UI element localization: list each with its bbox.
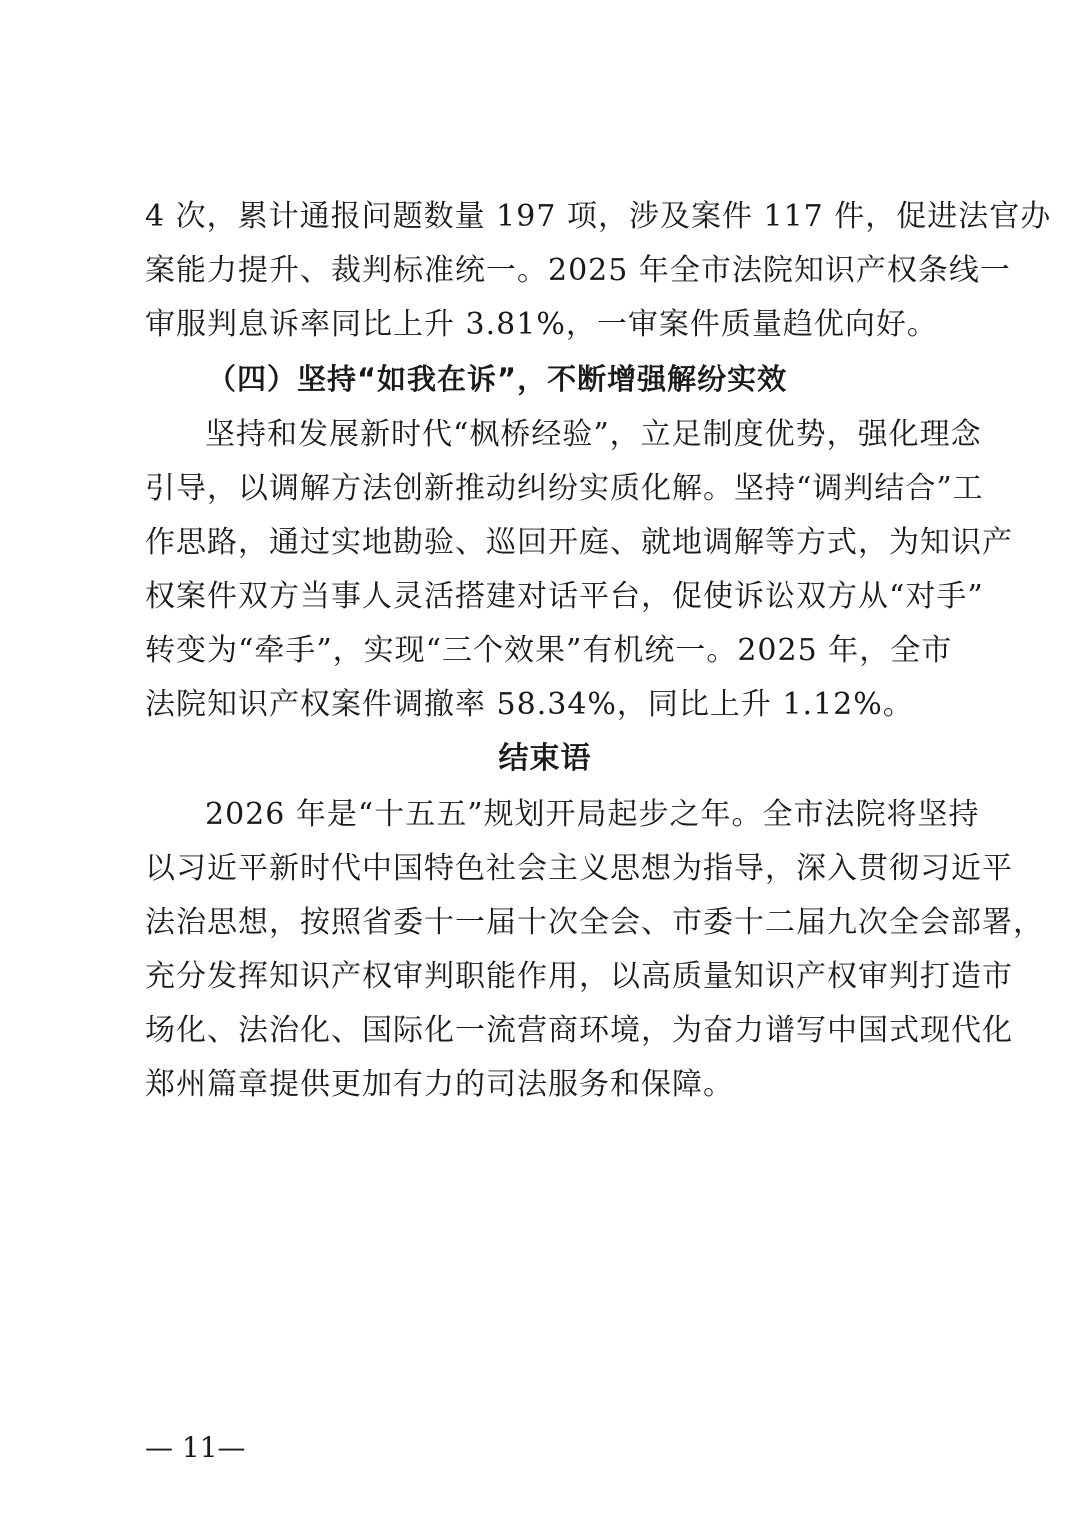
page-number: — 11— bbox=[145, 1431, 246, 1464]
text-line: 以习近平新时代中国特色社会主义思想为指导，深入贯彻习近平 bbox=[145, 851, 1013, 886]
text-line: 案能力提升、裁判标准统一。2025 年全市法院知识产权条线一 bbox=[145, 253, 1011, 288]
text-line: 引导，以调解方法创新推动纠纷实质化解。坚持“调判结合”工 bbox=[145, 471, 984, 506]
text-line: 作思路，通过实地勘验、巡回开庭、就地调解等方式，为知识产 bbox=[145, 525, 1013, 560]
closing-heading-block bbox=[145, 732, 945, 786]
text-line: 充分发挥知识产权审判职能作用，以高质量知识产权审判打造市 bbox=[145, 959, 1013, 994]
section-heading: （四）坚持“如我在诉”，不断增强解纷实效 bbox=[207, 362, 788, 396]
text-line: 场化、法治化、国际化一流营商环境，为奋力谱写中国式现代化 bbox=[145, 1013, 1013, 1048]
text-line: 坚持和发展新时代“枫桥经验”，立足制度优势，强化理念 bbox=[205, 417, 982, 452]
text-line: 权案件双方当事人灵活搭建对话平台，促使诉讼双方从“对手” bbox=[145, 579, 984, 614]
text-line: 法治思想，按照省委十一届十次全会、市委十二届九次全会部署， bbox=[145, 905, 1044, 940]
text-line: 4 次，累计通报问题数量 197 项，涉及案件 117 件，促进法官办 bbox=[145, 199, 1052, 234]
text-line: 2026 年是“十五五”规划开局起步之年。全市法院将坚持 bbox=[205, 797, 980, 832]
paragraph-continuation bbox=[145, 190, 1052, 352]
text-line: 法院知识产权案件调撤率 58.34%，同比上升 1.12%。 bbox=[145, 687, 914, 722]
paragraph-closing bbox=[145, 788, 1044, 1112]
closing-heading: 结束语 bbox=[498, 741, 592, 776]
text-line: 审服判息诉率同比上升 3.81%，一审案件质量趋优向好。 bbox=[145, 307, 938, 342]
paragraph-mediation bbox=[145, 408, 1013, 732]
section-heading-block bbox=[145, 352, 945, 406]
text-line: 郑州篇章提供更加有力的司法服务和保障。 bbox=[145, 1067, 734, 1102]
text-line: 转变为“牵手”，实现“三个效果”有机统一。2025 年，全市 bbox=[145, 633, 953, 668]
